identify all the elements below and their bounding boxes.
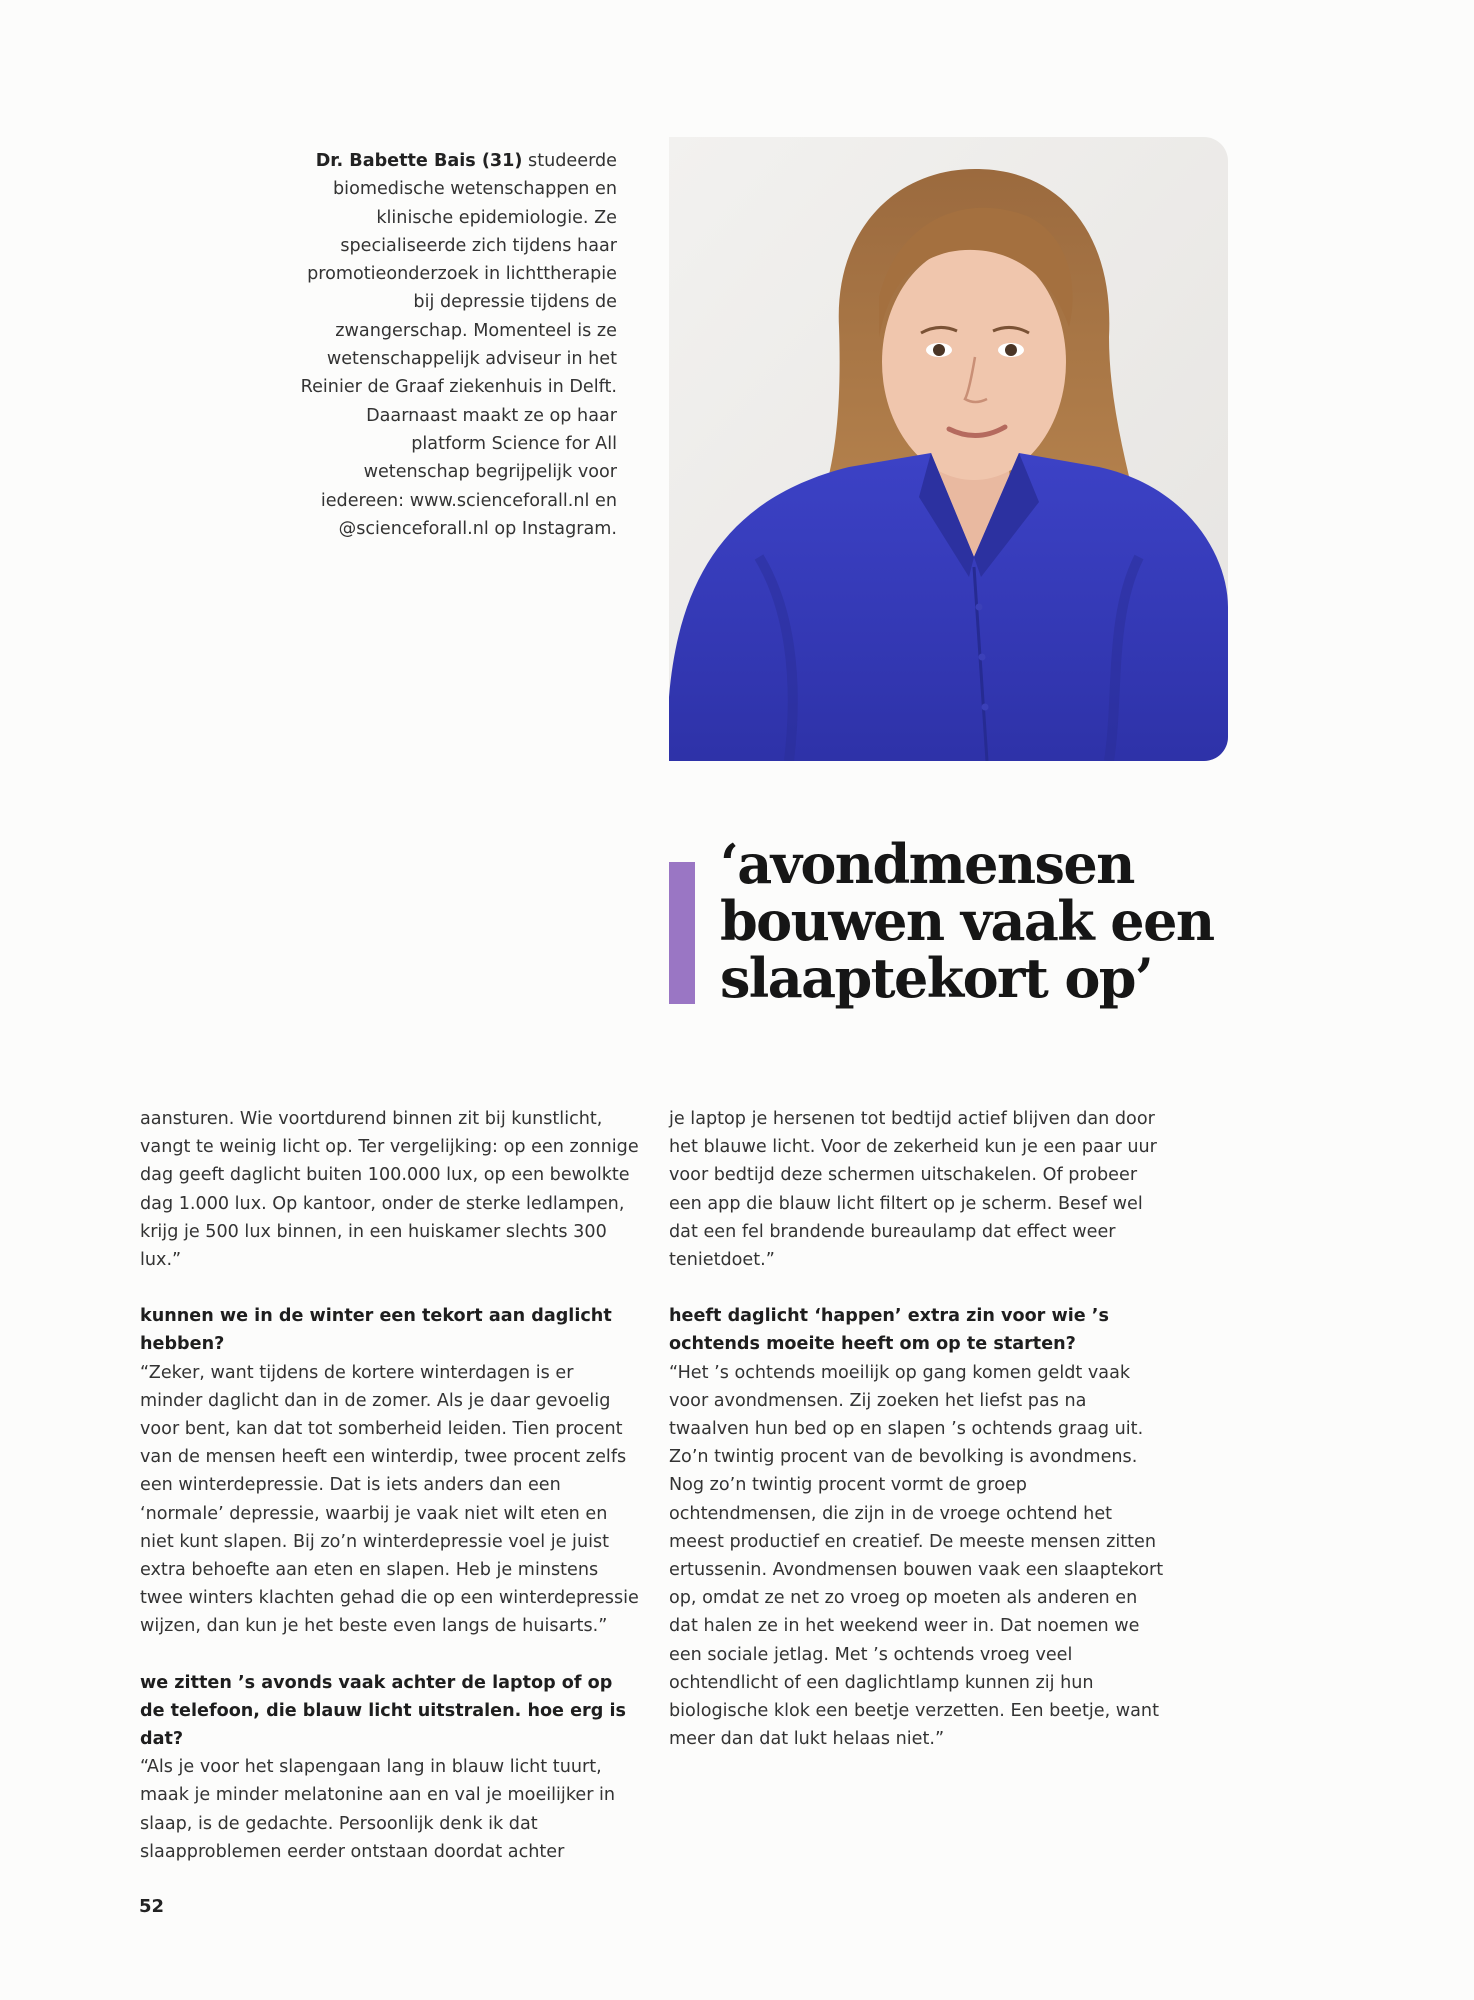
question: kunnen we in de winter een tekort aan daglicht hebben? [140, 1306, 612, 1355]
pull-quote [720, 832, 1240, 1010]
author-bio-text: studeerde biomedische wetenschappen en klinische epidemiologie. Ze specialiseerde zich tijdens haar promotieonderzoek in lichttherapie bij depressie tijdens de zwangerschap. Momenteel is ze wetenschappelijk adviseur in het Reinier de Graaf ziekenhuis in Delft. Daarnaast maakt ze op haar platform Science for All wetenschap begrijpelijk voor iedereen: www.scienceforall.nl en @scienceforall.nl op Instagram. [300, 151, 617, 539]
author-name: Dr. Babette Bais (31) [315, 151, 523, 171]
answer: “Als je voor het slapengaan lang in blauw licht tuurt, maak je minder melatonine aan en val je moeilijker in slaap, is de gedachte. Persoonlijk denk ik dat slaapproblemen eerder ontstaan doordat achter [140, 1757, 616, 1862]
article-column-right [669, 1105, 1169, 1781]
article-column-left [140, 1105, 640, 1894]
pull-quote-line: slaaptekort op’ [720, 946, 1153, 1010]
pull-quote-line: bouwen vaak een [720, 889, 1214, 953]
question: heeft daglicht ‘happen’ extra zin voor wie ’s ochtends moeite heeft om op te starten? [669, 1306, 1109, 1355]
paragraph: aansturen. Wie voortdurend binnen zit bij kunstlicht, vangt te weinig licht op. Ter vergelijking: op een zonnige dag geeft daglicht buiten 100.000 lux, op een bewolkte dag 1.000 lux. Op kantoor, onder de sterke ledlampen, krijg je 500 lux binnen, in een huiskamer slechts 300 lux.” [140, 1109, 639, 1271]
answer: “Zeker, want tijdens de kortere winterdagen is er minder daglicht dan in de zomer. Als je daar gevoelig voor bent, kan dat tot somberheid leiden. Tien procent van de mensen heeft een winterdip, twee procent zelfs een winterdepressie. Dat is iets anders dan een ‘normale’ depressie, waarbij je vaak niet wilt eten en niet kunt slapen. Bij zo’n winterdepressie voel je juist extra behoefte aan eten en slapen. Heb je minstens twee winters klachten gehad die op een winterdepressie wijzen, dan kun je het beste even langs de huisarts.” [140, 1362, 639, 1637]
paragraph: je laptop je hersenen tot bedtijd actief blijven dan door het blauwe licht. Voor de zekerheid kun je een paar uur voor bedtijd deze schermen uitschakelen. Of probeer een app die blauw licht filtert op je scherm. Besef wel dat een fel brandende bureaulamp dat effect weer tenietdoet.” [669, 1109, 1157, 1271]
author-photo [669, 137, 1228, 761]
answer: “Het ’s ochtends moeilijk op gang komen geldt vaak voor avondmensen. Zij zoeken het liefst pas na twaalven hun bed op en slapen ’s ochtends graag uit. Zo’n twintig procent van de bevolking is avondmens. Nog zo’n twintig procent vormt de groep ochtendmensen, die zijn in de vroege ochtend het meest productief en creatief. De meeste mensen zitten ertussenin. Avondmensen bouwen vaak een slaaptekort op, omdat ze net zo vroeg op moeten als anderen en dat halen ze in het weekend weer in. Dat noemen we een sociale jetlag. Met ’s ochtends vroeg veel ochtendlicht of een daglichtlamp kunnen zij hun biologische klok een beetje verzetten. Een beetje, want meer dan dat lukt helaas niet.” [669, 1362, 1164, 1750]
question: we zitten ’s avonds vaak achter de laptop of op de telefoon, die blauw licht uitstralen. hoe erg is dat? [140, 1672, 626, 1750]
pull-quote-accent-bar [669, 862, 695, 1004]
qa-block [140, 1302, 640, 1640]
qa-block [669, 1302, 1169, 1753]
pull-quote-line: ‘avondmensen [720, 832, 1134, 896]
page-number: 52 [139, 1896, 165, 1917]
qa-block [140, 1669, 640, 1866]
author-bio [300, 147, 617, 543]
